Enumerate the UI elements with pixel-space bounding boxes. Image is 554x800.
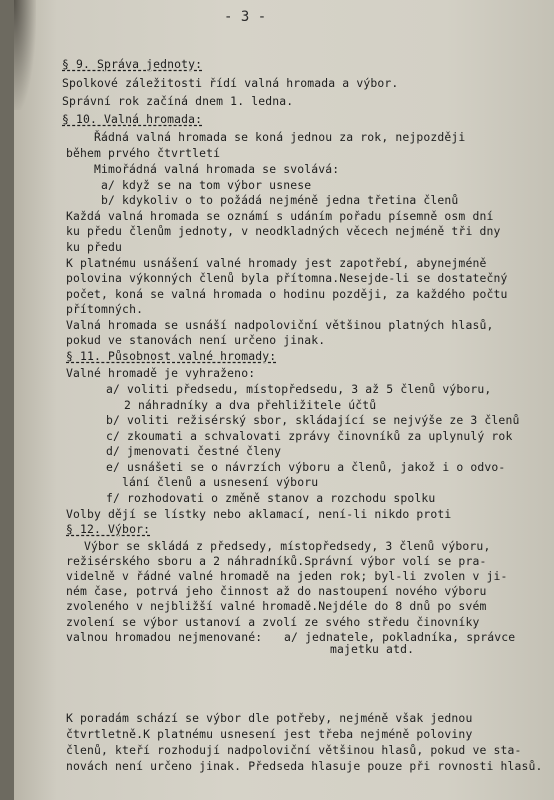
- text-line: Valná hromada se usnáší nadpoloviční většinou platných hlasů,: [66, 318, 494, 332]
- text-line: Řádná valná hromada se koná jednou za rok, nejpozději: [94, 130, 466, 144]
- text-line: e/ usnášeti se o návrzích výboru a členů, jakož i o odvo-: [106, 460, 506, 474]
- text-line: pokud ve stanovách není určeno jinak.: [66, 333, 326, 347]
- text-line: a/ když se na tom výbor usnese: [101, 178, 312, 192]
- text-line: b/ kdykoliv o to požádá nejméně jedna třetina členů: [101, 193, 459, 207]
- page-fold-shadow: [14, 0, 36, 110]
- text-line: Valné hromadě je vyhraženo:: [66, 366, 256, 380]
- text-line: b/ voliti režisérský sbor, skládající se nejvýše ze 3 členů: [106, 413, 520, 427]
- text-line: a/ voliti předsedu, místopředsedu, 3 až 5 členů výboru,: [106, 382, 492, 396]
- text-line: valnou hromadou nejmenované:: [66, 630, 263, 644]
- text-line: a/ jednatele, pokladníka, správce: [284, 630, 516, 644]
- text-line: zvoleného v nejbližší valné hromadě.Nejdéle do 8 dnů po svém: [66, 599, 487, 613]
- text-line: K poradám schází se výbor dle potřeby, nejméně však jednou: [66, 711, 473, 725]
- text-line: ném čase, potrvá jeho činnost až do nastoupení nového výboru: [66, 584, 487, 598]
- text-line: členů, kteří rozhodují nadpoloviční většinou hlasů, pokud ve sta-: [66, 743, 522, 757]
- text-line: režisérského sboru a 2 náhradníků.Správní výbor volí se pra-: [66, 554, 487, 568]
- text-line: videlně v řádné valné hromadě na jeden rok; byl-li zvolen v ji-: [66, 569, 508, 583]
- text-line: majetku atd.: [330, 642, 415, 656]
- text-line: lání členů a usnesení výboru: [122, 475, 319, 489]
- text-line: novách není určeno jinak. Předseda hlasuje pouze při rovnosti hlasů.: [66, 759, 543, 773]
- text-line: Každá valná hromada se oznámí s udáním pořadu písemně osm dní: [66, 209, 494, 223]
- text-line: K platnému usnášení valné hromady jest zapotřebí, abynejméně: [66, 256, 487, 270]
- text-line: Volby dějí se lístky nebo aklamací, není-li nikdo proti: [66, 507, 452, 521]
- text-line: 2 náhradníky a dva přehližitele účtů: [124, 398, 377, 412]
- heading-section-9: § 9. Správa jednoty:: [62, 57, 203, 71]
- text-line: polovina výkonných členů byla přítomna.Nesejde-li se dostatečný: [66, 271, 508, 285]
- text-line: Správní rok začíná dnem 1. ledna.: [62, 94, 294, 108]
- heading-section-12: § 12. Výbor:: [66, 522, 151, 536]
- text-line: Mimořádná valná hromada se svolává:: [94, 162, 340, 176]
- heading-section-10: § 10. Valná hromada:: [62, 112, 203, 126]
- document-page: [14, 0, 554, 800]
- text-line: během prvého čtvrtletí: [66, 146, 221, 160]
- text-line: čtvrtletně.K platnému usnesení jest třeba nejméně poloviny: [66, 727, 473, 741]
- heading-section-11: § 11. Působnost valné hromady:: [66, 349, 277, 363]
- page-number: - 3 -: [224, 9, 267, 25]
- text-line: ku předu: [66, 240, 123, 254]
- text-line: přítomných.: [66, 302, 144, 316]
- text-line: počet, koná se valná hromada o hodinu později, za každého počtu: [66, 287, 508, 301]
- text-line: zvolení se výbor ustanoví a zvolí ze svého středu činovníky: [66, 615, 480, 629]
- text-line: f/ rozhodovati o změně stanov a rozchodu spolku: [106, 491, 436, 505]
- text-line: Spolkové záležitosti řídí valná hromada a výbor.: [62, 76, 399, 90]
- text-line: c/ zkoumati a schvalovati zprávy činovníků za uplynulý rok: [106, 429, 513, 443]
- text-line: ku předu členům jednoty, v neodkladných věcech nejméně tři dny: [66, 224, 501, 238]
- text-line: d/ jmenovati čestné členy: [106, 444, 282, 458]
- text-line: Výbor se skládá z předsedy, místopředsedy, 3 členů výboru,: [84, 539, 491, 553]
